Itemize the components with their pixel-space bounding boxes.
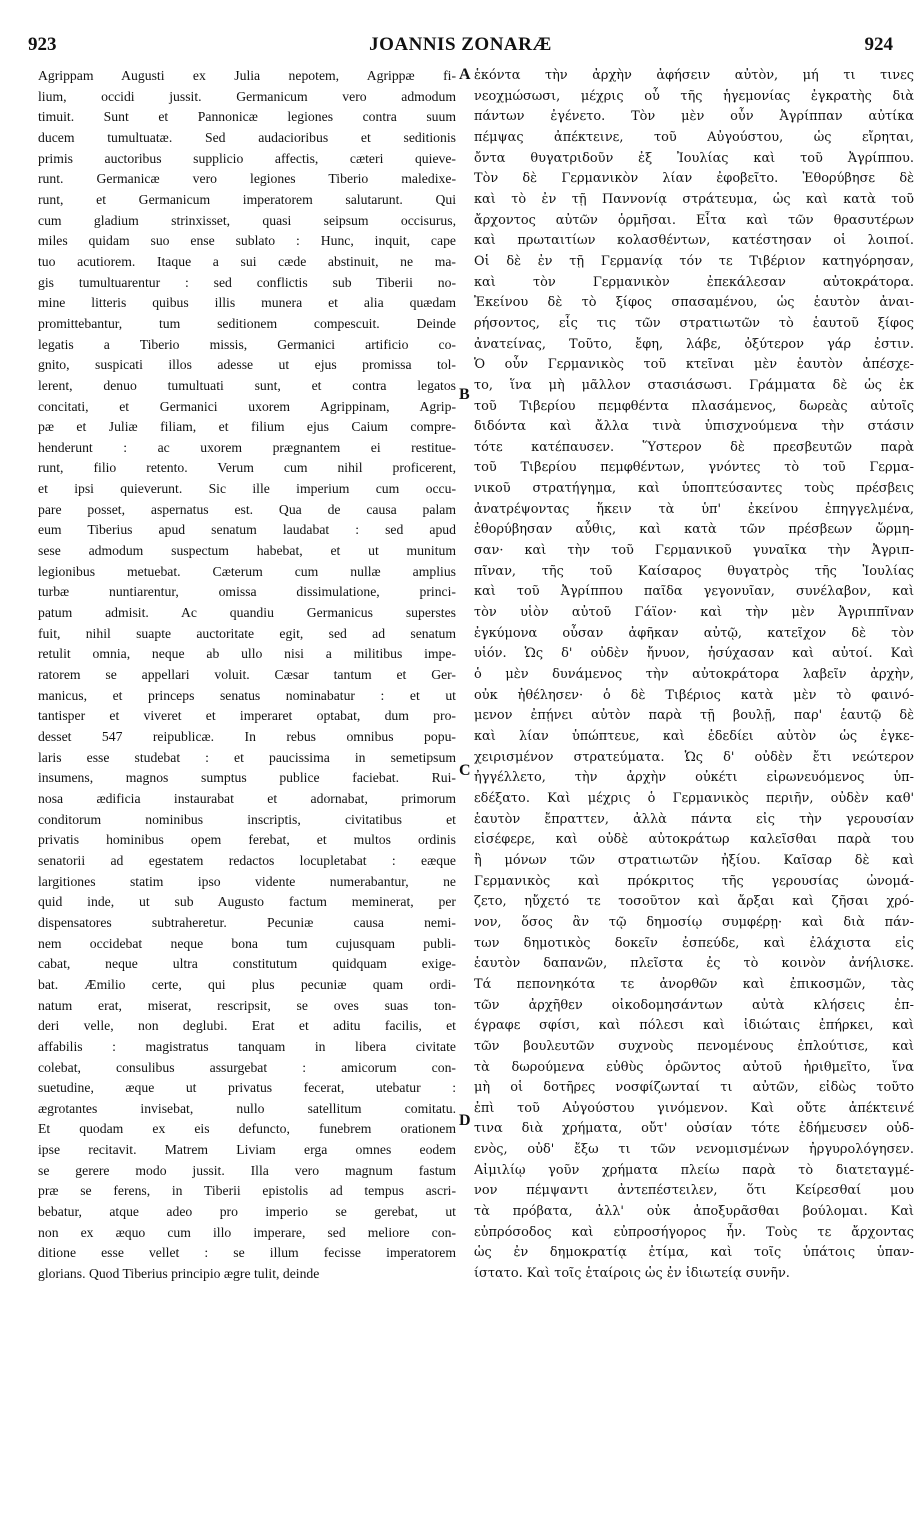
text-line: τοῦ Τιβερίου πεμφθέντα πλασάμενος, δωρεὰς αὐτοῖς [474, 398, 914, 414]
text-line: ἐθορύβησαν αὖθις, καὶ κατὰ τῶν πρέσβεων ὥρμη- [474, 522, 914, 538]
text-line: insumens, magnos sumptus publice faciebat. Rui- [38, 770, 456, 786]
text-line: deri velle, non deglubi. Erat et aditu facilis, et [38, 1018, 456, 1034]
text-line: ὁ μὲν δυνάμενος τὴν αὐτοκράτορα λαβεῖν ἀρχὴν, [474, 667, 914, 683]
section-marker-b: B [459, 386, 470, 403]
text-line: pæ et Juliæ filiam, et filium ejus Caium compre- [38, 419, 456, 435]
text-line: legionibus metuebat. Cæterum cum nullæ amplius [38, 563, 456, 579]
text-line: τῶν βουλευτῶν συχνοὺς πενομένους ἐπλούτισε, καὶ [474, 1038, 914, 1054]
text-line: Et quodam ex eis defuncto, funebrem orationem [38, 1121, 456, 1137]
text-line: ἄρχοντος αὐτῶν ὁρμῆσαι. Εἶτα καὶ τῶν θρασυτέρων [474, 212, 914, 228]
section-marker-d: D [459, 1112, 471, 1129]
text-line: ίστατο. Καὶ τοῖς ἑταίροις ὡς ἐν ἰδιωτείᾳ συνῆν. [474, 1266, 790, 1282]
text-line: natum erat, miserat, rescripsit, se oves suas ton- [38, 997, 456, 1013]
text-line: gis tumultuarentur : sed conflictis sub Tiberii no- [38, 274, 456, 290]
text-line: ægrotantes invisebat, nullo satellitum comitatu. [38, 1100, 456, 1116]
text-line: colebat, consulibus assurgebat : amicorum con- [38, 1059, 456, 1075]
text-line: ὡς ἐν δημοκρατίᾳ ἐτίμα, καὶ τοῖς ὑπάτοις ὑπαν- [474, 1245, 914, 1261]
text-line: πάντων ἐγένετο. Τὸν μὲν οὖν Ἀγρίππαν αὐτίκα [474, 109, 914, 125]
text-line: largitiones statim ipso vidente numerabantur, ne [38, 873, 456, 889]
text-line: υἱόν. Ὡς δ' οὐδὲν ἤνυον, ἡσύχασαν καὶ αὐτοί. Καὶ [474, 646, 914, 662]
text-line: χειρισμένον στρατεύματα. Ὡς δ' οὐδὲν ἔτι νεώτερον [474, 749, 914, 765]
text-line: et ipsi quieverunt. Sic ille imperium cum occu- [38, 481, 456, 497]
text-line: se gerere modo jussit. Illa vero magnum fastum [38, 1162, 456, 1178]
text-line: promittebantur, tum seditionem compescuit. Deinde [38, 315, 456, 331]
text-line: cabat, neque ultra constitutum quidquam exige- [38, 956, 456, 972]
text-line: ἀνατρέψοντας ἥκειν τὰ ὑπ' ἐκείνου ἐπηγγελμένα, [474, 501, 914, 517]
text-line: præ se ferens, in Tiberii epistolis ad tempus ascri- [38, 1183, 456, 1199]
text-line: miles quidam suo ense sublato : Hunc, inquit, cape [38, 233, 456, 249]
text-line: runt. Germanicæ vero legiones Tiberio maledixe- [38, 171, 456, 187]
text-line: suetudine, æque ut privatus fecerat, utebatur : [38, 1080, 456, 1096]
section-marker-a: A [459, 66, 471, 83]
text-line: eum Tiberius apud senatum laudabat : sed apud [38, 522, 456, 538]
text-line: σαν· καὶ τὴν τοῦ Γερμανικοῦ γυναῖκα τὴν Ἀγριπ- [474, 543, 914, 559]
text-line: των δημοτικὸς δοκεῖν ἐσπεύδε, καὶ ἐλάχιστα εἰς [474, 935, 914, 951]
text-line: Ὁ οὖν Γερμανικὸς τοῦ κτεῖναι μὲν ἑαυτὸν ἀπέσχε- [474, 357, 914, 373]
text-line: cum gladium strinxisset, quasi seipsum occisurus, [38, 212, 456, 228]
text-line: mine litteris quibus illis munera et alia quædam [38, 295, 456, 311]
text-line: fuit, nihil suapte auctoritate egit, sed ad senatum [38, 625, 456, 641]
text-line: ἑαυτὸν ἔπραττεν, ἀλλὰ πάντα εἰς τὴν γερουσίαν [474, 811, 914, 827]
text-line: desset 547 reipublicæ. In rebus omnibus popu- [38, 729, 456, 744]
text-line: ὄντα θυγατριδοῦν ἐξ Ἰουλίας καὶ τοῦ Ἀγρίππου. [474, 150, 914, 166]
text-line: νον, ὅσος ἂν τῷ δημοσίῳ συμφέρῃ· καὶ διὰ πάν- [474, 914, 914, 930]
text-line: νον πέμψαντι ἀντεπέστειλεν, ὅτι Κείρεσθαί μου [474, 1183, 914, 1199]
text-line: καὶ λίαν ὑπώπτευε, καὶ ἐδεδίει αὐτὸν ὡς ἐγκε- [474, 729, 914, 744]
text-line: οὐκ ἠθέλησεν· ὁ δὲ Τιβέριος κατὰ μὲν τὸ φαινό- [474, 687, 914, 703]
text-line: ζετο, ηὔχετό τε τοσοῦτον καὶ ἄρξαι καὶ ζῆσαι χρό- [474, 894, 914, 910]
text-line: conditorum nominibus inscriptis, civitatibus et [38, 811, 456, 827]
text-line: privatis hominibus opem ferebat, et multos ordinis [38, 832, 456, 848]
text-line: retulit omnia, neque ab ullo nisi a militibus impe- [38, 646, 456, 662]
text-line: τότε κατέπαυσεν. Ὕστερον δὲ πρεσβευτῶν παρὰ [474, 439, 914, 455]
text-line: henderunt : ac uxorem prægnantem ei restitue- [38, 439, 456, 455]
text-line: ἑκόντα τὴν ἀρχὴν ἀφήσειν αὐτὸν, μή τι τινες [474, 68, 914, 83]
text-line: τῶν ἀρχῆθεν οἰκοδομησάντων αὐτὰ κλήσεις ἐπ- [474, 997, 914, 1013]
text-line: Αἰμιλίῳ γοῦν χρήματα πλείω παρὰ τὸ διατεταγμέ- [474, 1162, 914, 1178]
page-number-right: 924 [864, 34, 893, 55]
greek-column [474, 66, 914, 1285]
latin-column [38, 66, 456, 1285]
text-line: Οἱ δὲ ἐν τῇ Γερμανίᾳ τόν τε Τιβέριον κατηγόρησαν, [474, 253, 914, 269]
text-line: ἑαυτὸν δαπανῶν, πλεῖστα ἐς τὸ κοινὸν ἀνήλισκε. [474, 956, 914, 972]
page-header [28, 34, 893, 56]
text-line: ditione esse vellet : se illum fecisse imperatorem [38, 1245, 456, 1261]
text-line: ἐπὶ τοῦ Αὐγούστου γινόμενον. Καὶ οὔτε ἀπέκτεινέ [474, 1100, 914, 1116]
text-line: primis auctoribus supplicio affectis, cæteri quieve- [38, 150, 456, 166]
text-line: ἐγκύμονα οὖσαν ἀφῆκαν αὐτῷ, κατεῖχον δὲ τὸν [474, 625, 914, 641]
text-line: glorians. Quod Tiberius principio ægre tulit, deinde [38, 1266, 320, 1282]
text-line: καὶ πρωταιτίων κολασθέντων, κατέστησαν οἱ λοιποί. [474, 233, 914, 249]
text-line: έγραφε σφίσι, καὶ πόλεσι καὶ ἰδιώταις ἐπήρκει, καὶ [474, 1018, 914, 1034]
text-line: ἠγγέλλετο, τὴν ἀρχὴν οὐκέτι εἰρωνευόμενος ὑπ- [474, 770, 914, 786]
text-line: tuo acutiorem. Itaque a sui cæde abstinuit, ne ma- [38, 253, 456, 269]
text-line: pare posset, aspernatus est. Qua de causa palam [38, 501, 456, 517]
text-line: legatis a Tiberio missis, Germanici artificio co- [38, 336, 456, 352]
text-line: senatorii ad egestatem redactos locupletabat : eæque [38, 852, 456, 868]
text-line: runt, filio retento. Verum cum nihil proficerent, [38, 460, 456, 476]
text-line: εἰσέφερε, καὶ οὐδὲ αὐτοκράτωρ καλεῖσθαι παρὰ του [474, 832, 914, 848]
text-line: sese admodum suspectum habebat, et ut munitum [38, 543, 456, 559]
text-line: νικοῦ στρατήγημα, καὶ ὑποπτεύσαντες τοὺς πρέσβεις [474, 481, 914, 497]
text-line: runt, et Germanicum imperatorem salutarunt. Qui [38, 191, 456, 207]
text-line: ἢ μόνων τῶν στρατιωτῶν ἠξίου. Καῖσαρ δὲ καὶ [474, 852, 914, 868]
text-line: lium, occidi jussit. Germanicum vero admodum [38, 88, 456, 104]
section-marker-c: C [459, 762, 471, 779]
text-line: εὐπρόσοδος καὶ εὐπροσήγορος ἦν. Τοὺς τε ἄρχοντας [474, 1224, 914, 1240]
text-line: τὰ δωρούμενα εὐθὺς ὁρῶντος αὐτοῦ ἠριθμεῖτο, ἵνα [474, 1059, 914, 1075]
text-line: lerent, denuo tumultuati sunt, et contra legatos [38, 377, 456, 393]
page-number-left: 923 [28, 34, 57, 55]
text-line: πέμψας ἀπέκτεινε, τοῦ Αὐγούστου, ὡς εἴρηται, [474, 129, 914, 145]
text-line: timuit. Sunt et Pannonicæ legiones contra suum [38, 109, 456, 125]
text-line: turbæ nuntiarentur, omissa dissimulatione, princi- [38, 584, 456, 600]
text-line: καὶ τὸ ἐν τῇ Παννονίᾳ στράτευμα, ὡς καὶ κατὰ τοῦ [474, 191, 914, 207]
text-line: Ἐκείνου δὲ τὸ ξίφος σπασαμένου, ὡς ἑαυτὸν ἀναι- [474, 295, 914, 311]
text-line: ratorem se appellari voluit. Cæsar tantum et Ger- [38, 667, 456, 683]
text-line: non ex æquo cum illo imperare, sed meliore con- [38, 1224, 456, 1240]
text-line: bat. Æmilio certe, qui plus pecuniæ quam ordi- [38, 976, 456, 992]
text-line: Γερμανικὸς καὶ πρόκριτος τῆς γερουσίας ὠνομά- [474, 873, 914, 889]
text-line: ipse recitavit. Matrem Liviam erga omnes eodem [38, 1142, 456, 1158]
text-line: νεοχμώσωσι, μέχρις οὗ τῆς ἡγεμονίας ἐγκρατὴς διὰ [474, 88, 914, 104]
text-line: Τά πεπονηκότα τε ἀνορθῶν καὶ ἐπικοσμῶν, τὰς [474, 976, 914, 992]
text-line: μὴ οἱ δοτῆρες νοσφίζωνταί τι αὐτῶν, εἰδὼς τοῦτο [474, 1080, 914, 1096]
text-line: bebatur, atque adeo pro imperio se gerebat, ut [38, 1204, 456, 1220]
text-line: tantisper et viveret et imperaret optabat, dum pro- [38, 708, 456, 724]
text-line: Τὸν δὲ Γερμανικὸν λίαν ἐφοβεῖτο. Ἐθορύβησε δὲ [474, 171, 914, 187]
text-line: concitati, et Germanici uxorem Agrippinam, Agrip- [38, 398, 456, 414]
text-line: dispensatores subtraheretur. Pecuniæ causa nemi- [38, 914, 456, 930]
text-line: τὸν υἱὸν αὐτοῦ Γάϊον· καὶ τὴν μὲν Ἀγριππῖναν [474, 605, 914, 621]
text-line: διδόντα καὶ ἄλλα τινὰ ὑπισχνούμενα τὴν στάσιν [474, 419, 914, 435]
text-line: gnito, suspicati illos adesse ut ejus promissa tol- [38, 357, 456, 373]
text-line: πῖναν, τῆς τοῦ Καίσαρος θυγατρὸς τῆς Ἰουλίας [474, 563, 914, 579]
text-line: τοῦ Τιβερίου πεμφθέντων, γνόντες τὸ τοῦ Γερμα- [474, 460, 914, 476]
text-line: affabilis : magistratus tanquam in libera civitate [38, 1038, 456, 1054]
text-line: laris esse studebat : et paucissima in semetipsum [38, 749, 456, 765]
running-title: JOANNIS ZONARÆ [369, 34, 552, 55]
text-line: ενὸς, οὐδ' ἔξω τι τῶν νενομισμένων ἠργυρολόγησεν. [474, 1142, 914, 1158]
text-line: ρήσοντος, εἷς τις τῶν στρατιωτῶν τὸ ἑαυτοῦ ξίφος [474, 315, 914, 331]
text-line: quid inde, ut sub Augusto factum meminerat, per [38, 894, 456, 910]
text-line: καὶ τοῦ Ἀγρίππου παῖδα γεγονυῖαν, συνέλαβον, καὶ [474, 584, 914, 600]
text-line: ducem tumultuatæ. Sed audacioribus et seditionis [38, 129, 456, 145]
text-line: καὶ τὸν Γερμανικὸν ἐπεκάλεσαν αὐτοκράτορα. [474, 274, 914, 290]
text-line: ἀνατείνας, Τοῦτο, ἔφη, λάβε, ὀξύτερον γάρ ἐστιν. [474, 336, 914, 352]
text-line: τινα διὰ χρήματα, οὔτ' οὐσίαν τότε ἐδήμευσεν οὐδ- [474, 1121, 914, 1137]
text-line: manicus, et princeps senatus nominabatur : et ut [38, 687, 456, 703]
text-line: nosa ædificia instaurabat et adornabat, primorum [38, 790, 456, 806]
text-line: το, ἵνα μὴ μᾶλλον στασιάσωσι. Γράμματα δὲ ὡς ἐκ [474, 377, 914, 393]
text-line: μενον ἐπῄνει αὐτὸν παρὰ τῇ βουλῇ, παρ' ἑαυτῷ δὲ [474, 708, 914, 724]
text-line: nem occidebat neque bona tum cujusquam publi- [38, 935, 456, 951]
text-line: εδέξατο. Καὶ μέχρις ὁ Γερμανικὸς περιῆν, οὐδὲν καθ' [474, 790, 914, 806]
text-line: Agrippam Augusti ex Julia nepotem, Agrippæ fi- [38, 68, 456, 83]
text-line: τὰ πρόβατα, ἀλλ' οὐκ ἀποξυρᾶσθαι βούλομαι. Καὶ [474, 1204, 914, 1220]
text-line: patum admisit. Ac quandiu Germanicus superstes [38, 605, 456, 621]
